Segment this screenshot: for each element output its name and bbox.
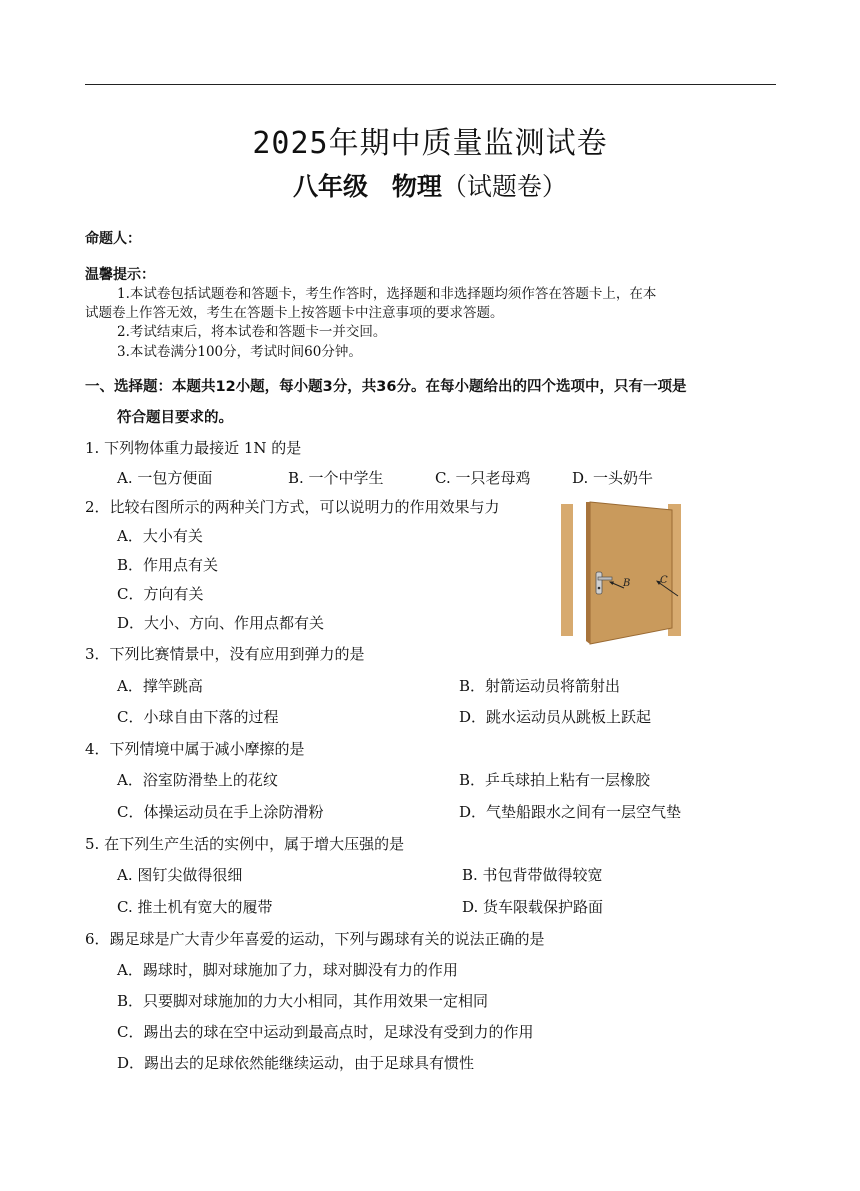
door-frame-left: [561, 504, 573, 636]
question-2-stem: 2．比较右图所示的两种关门方式，可以说明力的作用效果与力: [85, 498, 500, 516]
q3-option-d: D．跳水运动员从跳板上跃起: [459, 708, 652, 726]
q5-option-b: B. 书包背带做得较宽: [462, 866, 603, 884]
tip-line-1a: 1.本试卷包括试题卷和答题卡，考生作答时，选择题和非选择题均须作答在答题卡上，在本: [117, 286, 657, 302]
subject-label: 物理: [391, 172, 442, 201]
q1-option-c: C. 一只老母鸡: [435, 469, 531, 487]
tips-heading: 温馨提示：: [85, 267, 155, 283]
q1-option-a: A. 一包方便面: [117, 469, 213, 487]
q4-option-c: C．体操运动员在手上涂防滑粉: [117, 803, 324, 821]
section-heading-line-2: 符合题目要求的。: [117, 410, 233, 426]
exam-subtitle: [0, 167, 860, 203]
top-rule: [85, 84, 776, 85]
q5-option-a: A. 图钉尖做得很细: [117, 866, 243, 884]
q4-option-a: A．浴室防滑垫上的花纹: [117, 771, 278, 789]
question-3-stem: 3．下列比赛情景中，没有应用到弹力的是: [85, 645, 365, 663]
q6-option-b: B．只要脚对球施加的力大小相同，其作用效果一定相同: [117, 992, 489, 1010]
door-illustration: [556, 500, 686, 648]
keyhole-icon: [598, 587, 601, 590]
q3-option-c: C．小球自由下落的过程: [117, 708, 279, 726]
q2-option-b: B．作用点有关: [117, 556, 219, 574]
q2-option-d: D．大小、方向、作用点都有关: [117, 614, 325, 632]
q6-option-a: A．踢球时，脚对球施加了力，球对脚没有力的作用: [117, 961, 458, 979]
door-panel: [590, 502, 672, 644]
door-handle-icon: [598, 577, 612, 580]
q6-option-d: D．踢出去的足球依然能继续运动，由于足球具有惯性: [117, 1054, 475, 1072]
question-5-stem: 5. 在下列生产生活的实例中，属于增大压强的是: [85, 835, 405, 853]
q6-option-c: C．踢出去的球在空中运动到最高点时，足球没有受到力的作用: [117, 1023, 534, 1041]
tip-line-3: 3.本试卷满分100分，考试时间60分钟。: [117, 344, 362, 360]
q2-option-c: C．方向有关: [117, 585, 204, 603]
q4-option-d: D．气垫船跟水之间有一层空气垫: [459, 803, 682, 821]
door-edge: [586, 502, 590, 644]
q1-option-b: B. 一个中学生: [288, 469, 384, 487]
q1-option-d: D. 一头奶牛: [572, 469, 654, 487]
question-6-stem: 6．踢足球是广大青少年喜爱的运动，下列与踢球有关的说法正确的是: [85, 930, 545, 948]
grade-label: 八年级: [293, 172, 369, 201]
paper-type-label: （试题卷）: [441, 172, 567, 201]
force-label-c: C: [660, 575, 668, 586]
q2-option-a: A．大小有关: [117, 527, 203, 545]
q5-option-d: D. 货车限载保护路面: [462, 898, 604, 916]
section-heading-line-1: 一、选择题：本题共12小题，每小题3分，共36分。在每小题给出的四个选项中，只有一项是: [85, 379, 687, 395]
q3-option-a: A．撑竿跳高: [117, 677, 203, 695]
q3-option-b: B．射箭运动员将箭射出: [459, 677, 621, 695]
question-4-stem: 4．下列情境中属于减小摩擦的是: [85, 740, 305, 758]
question-1-stem: 1. 下列物体重力最接近 1N 的是: [85, 439, 302, 457]
exam-title: 2025年期中质量监测试卷: [252, 126, 608, 161]
q5-option-c: C. 推土机有宽大的履带: [117, 898, 273, 916]
setter-label: 命题人：: [85, 231, 141, 247]
tip-line-1b: 试题卷上作答无效，考生在答题卡上按答题卡中注意事项的要求答题。: [85, 305, 504, 321]
tip-line-2: 2.考试结束后，将本试卷和答题卡一并交回。: [117, 324, 387, 340]
force-label-b: B: [623, 578, 631, 589]
q4-option-b: B．乒乓球拍上粘有一层橡胶: [459, 771, 651, 789]
door-handle-plate-icon: [596, 572, 602, 594]
door-figure: [556, 500, 686, 648]
